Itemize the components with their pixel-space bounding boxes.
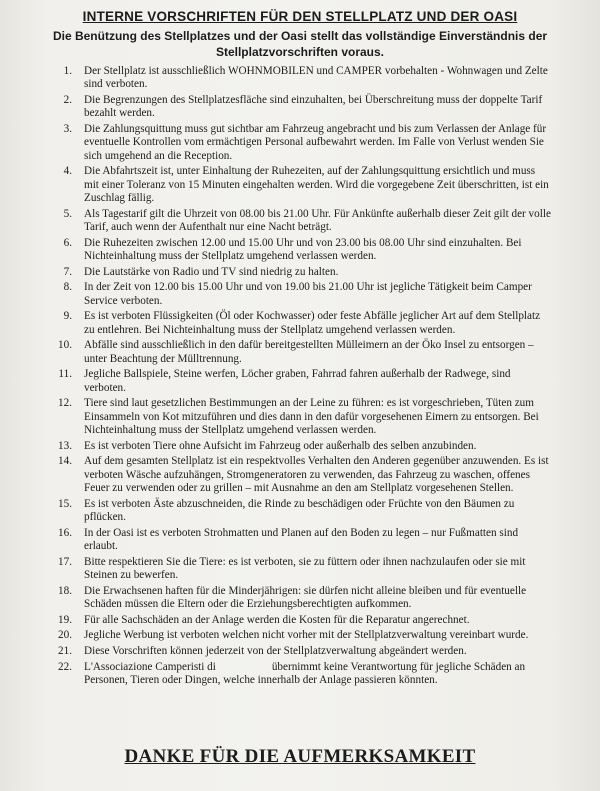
- rule-item: [52, 585, 552, 612]
- rule-number: 22.: [58, 660, 72, 673]
- rule-number: 20.: [58, 629, 72, 642]
- rule-text: Abfälle sind ausschließlich in den dafür bereitgestellten Mülleimern an der Öko Insel zu entsorgen – unter Beachtung der Mülltrennung.: [84, 339, 534, 365]
- rule-item: [52, 498, 552, 525]
- rule-number: 6.: [63, 236, 72, 249]
- rule-number: 21.: [58, 645, 72, 657]
- rule-number: 11.: [58, 368, 72, 381]
- rule-text: Bitte respektieren Sie die Tiere: es ist verboten, sie zu füttern oder ihnen nachzulaufen oder sie mit Steinen zu bewerfen.: [84, 555, 526, 582]
- rule-item: [52, 440, 552, 453]
- rule-text: Die Abfahrtszeit ist, unter Einhaltung der Ruhezeiten, auf der Zahlungsquittung ersichtlich und muss mit einer Toleranz von 15 Minuten eingehalten werden. Wird die vorgegebene Zeit überschritten, ist ein Zuschlag fällig.: [84, 165, 549, 205]
- rule-item: [52, 527, 552, 554]
- rule-text: Auf dem gesamten Stellplatz ist ein respektvolles Verhalten den Anderen gegenüber anzuwenden. Es ist verboten Wäsche aufzuhängen, Stromgeneratoren zu verwenden, das Fahrzeug zu waschen, offenes Feuer zu verwenden oder zu grillen – mit Ausnahme an den am Stellplatz vorgesehenen Stellen.: [84, 455, 549, 495]
- rule-item: [52, 629, 552, 642]
- rule-number: 3.: [63, 123, 72, 135]
- rule-item: [52, 397, 552, 437]
- rule-text: Jegliche Werbung ist verboten welchen nicht vorher mit der Stellplatzverwaltung vereinbart wurde.: [84, 629, 529, 642]
- rule-text: Es ist verboten Flüssigkeiten (Öl oder Kochwasser) oder feste Abfälle jeglicher Art auf dem Stellplatz zu entlehren. Bei Nichteinhaltung muss der Stellplatz umgehend verlassen werden.: [84, 310, 541, 336]
- rule-text: Es ist verboten Äste abzuschneiden, die Rinde zu beschädigen oder Früchte von den Bäumen zu pflücken.: [84, 497, 515, 524]
- rule-number: 8.: [63, 281, 72, 294]
- rule-item: [52, 65, 552, 92]
- rule-number: 12.: [58, 397, 72, 410]
- rule-number: 2.: [63, 94, 72, 106]
- rule-text: In der Zeit von 12.00 bis 15.00 Uhr und von 19.00 bis 21.00 Uhr ist jegliche Tätigkeit beim Camper Service verboten.: [84, 281, 532, 307]
- rule-number: 9.: [63, 310, 72, 323]
- rule-item: [52, 645, 552, 658]
- rule-text: In der Oasi ist es verboten Strohmatten und Planen auf den Boden zu legen – nur Fußmatten sind erlaubt.: [84, 526, 519, 553]
- rule-item: [52, 281, 552, 308]
- document-title: INTERNE VORSCHRIFTEN FÜR DEN STELLPLATZ UND DER OASI: [82, 9, 518, 24]
- rule-number: 17.: [58, 555, 72, 568]
- rule-text: Für alle Sachschäden an der Anlage werden die Kosten für die Reparatur angerechnet.: [84, 613, 470, 626]
- rule-text: Der Stellplatz ist ausschließlich WOHNMOBILEN und CAMPER vorbehalten - Wohnwagen und Zelte sind verboten.: [84, 65, 548, 91]
- rule-text: Die Zahlungsquittung muss gut sichtbar am Fahrzeug angebracht und bis zum Verlassen der Anlage für eventuelle Kontrollen vom ermächtigen Personal aufbewahrt werden. Im Falle von Verlust wenden Sie sich umgehend an die Reception.: [84, 123, 547, 162]
- rule-item: [52, 368, 552, 395]
- rule-item: [52, 614, 552, 627]
- rule-item: [52, 339, 552, 366]
- rule-text: Es ist verboten Tiere ohne Aufsicht im Fahrzeug oder außerhalb des selben anzubinden.: [84, 439, 477, 452]
- rule-item: [52, 94, 552, 121]
- rule-number: 16.: [58, 526, 72, 539]
- rule-item: [52, 266, 552, 279]
- rule-number: 7.: [63, 265, 72, 278]
- rule-text: Als Tagestarif gilt die Uhrzeit von 08.00 bis 21.00 Uhr. Für Ankünfte außerhalb dieser Zeit gilt der volle Tarif, auch wenn der Aufenthalt nur eine Nacht beträgt.: [84, 207, 551, 234]
- rule-item: [52, 455, 552, 495]
- rule-item: [52, 661, 552, 688]
- rule-text: Jegliche Ballspiele, Steine werfen, Löcher graben, Fahrrad fahren außerhalb der Radwege, sind verboten.: [84, 368, 511, 394]
- rule-text: Diese Vorschriften können jederzeit von der Stellplatzverwaltung abgeändert werden.: [84, 645, 467, 657]
- rule-item: [52, 237, 552, 264]
- rule-number: 18.: [58, 584, 72, 597]
- rule-text: Die Begrenzungen des Stellplatzesfläche sind einzuhalten, bei Überschreitung muss der doppelte Tarif bezahlt werden.: [84, 94, 543, 120]
- rule-item: [52, 123, 552, 163]
- rule-number: 13.: [58, 439, 72, 452]
- rule-text: Tiere sind laut gesetzlichen Bestimmungen an der Leine zu führen: es ist vorgeschrieben, Tüten zum Einsammeln von Kot mitzuführen und dies dann in den dafür vorgesehenen Eimern zu entsorgen. Bei Nichteinhaltung muss der Stellplatz umgehend verlassen werden.: [84, 397, 539, 437]
- document-subtitle: Die Benützung des Stellplatzes und der Oasi stellt das vollständige Einverständnis der Stellplatzvorschriften voraus.: [52, 29, 548, 59]
- rule-item: [52, 208, 552, 235]
- rules-list: [52, 65, 552, 690]
- rule-number: 4.: [63, 165, 72, 178]
- rule-item: [52, 556, 552, 583]
- rule-text: Die Erwachsenen haften für die Minderjährigen: sie dürfen nicht alleine bleiben und für eventuelle Schäden müssen die Eltern oder die Erziehungsberechtigten aufkommen.: [84, 584, 527, 611]
- rule-number: 15.: [58, 497, 72, 510]
- rule-item: [52, 310, 552, 337]
- rule-number: 10.: [58, 339, 72, 352]
- rule-text: L'Associazione Camperisti di übernimmt keine Verantwortung für jegliche Schäden an Personen, Tieren oder Dingen, welche innerhalb der Anlage passieren könnten.: [84, 660, 528, 686]
- rule-text: Die Ruhezeiten zwischen 12.00 und 15.00 Uhr und von 23.00 bis 08.00 Uhr sind einzuhalten. Bei Nichteinhaltung muss der Stellplatz umgehend verlassen werden.: [84, 236, 522, 263]
- rule-item: [52, 165, 552, 205]
- rule-number: 14.: [58, 455, 72, 468]
- rule-number: 5.: [63, 207, 72, 220]
- rule-number: 19.: [58, 613, 72, 626]
- closing-thanks: DANKE FÜR DIE AUFMERKSAMKEIT: [124, 746, 476, 767]
- rule-number: 1.: [63, 65, 72, 77]
- rule-text: Die Lautstärke von Radio und TV sind niedrig zu halten.: [84, 265, 339, 278]
